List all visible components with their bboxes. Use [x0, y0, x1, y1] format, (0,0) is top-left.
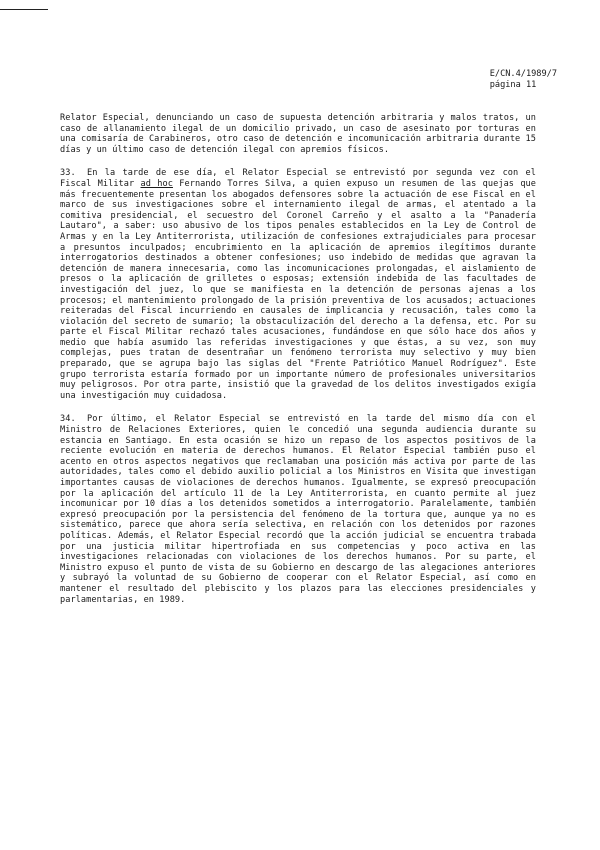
- paragraph-number: 34.: [60, 414, 76, 425]
- paragraph-text-before: En la tarde de ese día, el Relator Especial se entrevistó por segunda vez con el Fiscal Militar: [60, 168, 536, 189]
- document-header: [490, 69, 557, 91]
- paragraph-text: Por último, el Relator Especial se entrevistó en la tarde del mismo día con el Ministro de Relaciones Exteriores, quien le concedió una segunda audiencia durante su estancia en Santiago. En esta ocasión se hizo un repaso de los aspectos positivos de la reciente evolución en materia de derechos humanos. El Relator Especial también puso el acento en otros aspectos negativos que reclamaban una posición más activa por parte de las autoridades, tales como el debido auxilio policial a los Ministros en Visita que investigan importantes causas de violaciones de derechos humanos. Igualmente, se expresó preocupación por la aplicación del artículo 11 de la Ley Antiterrorista, en cuanto permite al juez incomunicar por 10 días a los detenidos sometidos a interrogatorio. Paralelamente, también expresó preocupación por la persistencia del fenómeno de la tortura que, aunque ya no es sistemático, parece que ahora sería selectiva, en relación con los detenidos por razones políticas. Además, el Relator Especial recordó que la acción judicial se encuentra trabada por una justicia militar hipertrofiada en sus competencias y poco activa en las investigaciones relacionadas con violaciones de los derechos humanos. Por su parte, el Ministro expuso el punto de vista de su Gobierno en descargo de las alegaciones anteriores y subrayó la voluntad de su Gobierno de cooperar con el Relator Especial, así como en mantener el resultado del plebiscito y los plazos para las elecciones presidenciales y parlamentarias, en 1989.: [60, 414, 536, 605]
- paragraph-34: [60, 414, 536, 605]
- document-symbol: E/CN.4/1989/7: [489, 69, 557, 79]
- corner-rule: [0, 9, 48, 10]
- paragraph-text-after: Fernando Torres Silva, a quien expuso un resumen de las quejas que más frecuentemente presentan los abogados defensores sobre la actuación de ese Fiscal en el marco de sus investigaciones sobre el internamiento ilegal de armas, el atentado a la comitiva presidencial, el secuestro del Coronel Carreño y el asalto a la "Panadería Lautaro", a saber: uso abusivo de los tipos penales establecidos en la Ley de Control de Armas y en la Ley Antiterrorista, utilización de confesiones extrajudiciales para procesar a presuntos inculpados; encubrimiento en la aplicación de apremios ilegítimos durante interrogatorios destinados a obtener confesiones; uso indebido de medidas que agravan la detención de manera innecesaria, como las incomunicaciones prolongadas, el aislamiento de presos o la aplicación de grilletes o esposas; extensión indebida de las facultades de investigación del juez, lo que se manifiesta en la detención de personas ajenas a los procesos; el mantenimiento prolongado de la prisión preventiva de los acusados; actuaciones reiteradas del Fiscal incurriendo en causales de implicancia y recusación, tales como la violación del secreto de sumario; la obstaculización del derecho a la defensa, etc. Por su parte el Fiscal Militar rechazó tales acusaciones, fundándose en que sólo hace dos años y medio que había asumido las referidas investigaciones y que éstas, a su vez, son muy complejas, pues tratan de desentrañar un fenómeno terrorista muy selectivo y muy bien preparado, que se agrupa bajo las siglas del "Frente Patriótico Manuel Rodríguez". Este grupo terrorista estaría formado por un importante número de profesionales universitarios muy peligrosos. Por otra parte, insistió que la gravedad de los delitos investigados exigía una investigación muy cuidadosa.: [60, 178, 537, 401]
- page-number: página 11: [489, 80, 537, 90]
- document-body: [60, 113, 536, 618]
- underlined-phrase: ad hoc: [140, 178, 173, 189]
- paragraph-number: 33.: [60, 168, 76, 179]
- paragraph-33: [60, 168, 536, 401]
- paragraph-continuation: [60, 113, 536, 155]
- paragraph-text: Relator Especial, denunciando un caso de supuesta detención arbitraria y malos tratos, un caso de allanamiento ilegal de un domicilio privado, un caso de asesinato por torturas en una comisaría de Carabineros, otro caso de detención e incomunicación arbitraria durante 15 días y un último caso de detención ilegal con apremios físicos.: [60, 113, 536, 155]
